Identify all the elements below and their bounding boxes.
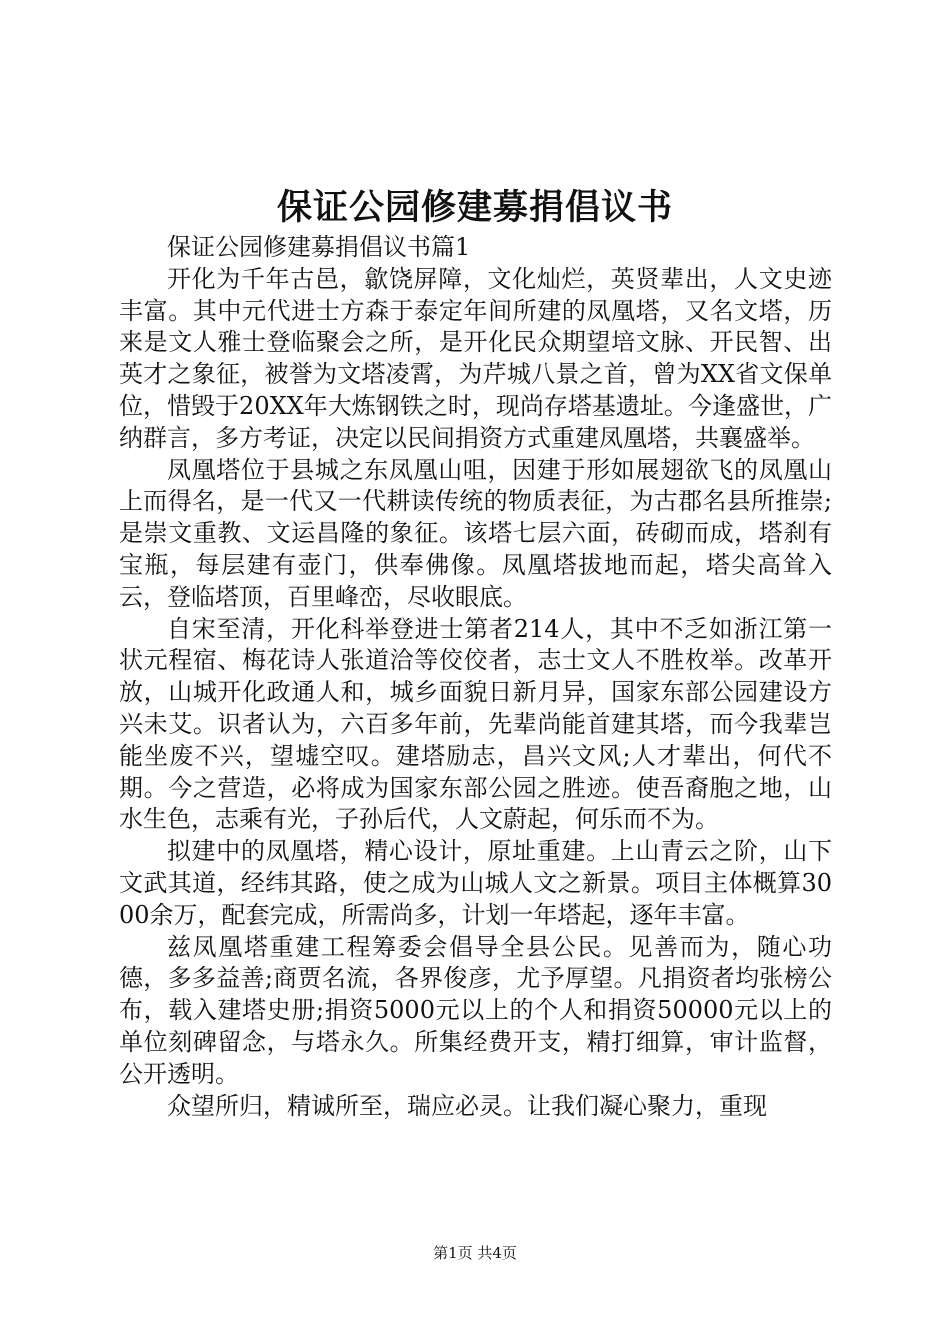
- paragraph-3: 自宋至清，开化科举登进士第者214人，其中不乏如浙江第一状元程宿、梅花诗人张道洽等佼佼者，志士文人不胜枚举。改革开放，山城开化政通人和，城乡面貌日新月异，国家东部公园建设方兴未艾。识者认为，六百多年前，先辈尚能首建其塔，而今我辈岂能坐废不兴，望墟空叹。建塔励志，昌兴文风;人才辈出，何代不期。今之营造，必将成为国家东部公园之胜迹。使吾裔胞之地，山水生色，志乘有光，子孙后代，人文蔚起，何乐而不为。: [119, 614, 832, 834]
- document-title: 保证公园修建募捐倡议书: [276, 187, 673, 228]
- paragraph-6: 众望所归，精诚所至，瑞应必灵。让我们凝心聚力，重现: [167, 1091, 767, 1120]
- document-body: [119, 232, 832, 1122]
- paragraph-2: 凤凰塔位于县城之东凤凰山咀，因建于形如展翅欲飞的凤凰山上而得名，是一代又一代耕读传统的物质表征，为古郡名县所推崇;是崇文重教、文运昌隆的象征。该塔七层六面，砖砌而成，塔刹有宝瓶，每层建有壶门，供奉佛像。凤凰塔拔地而起，塔尖高耸入云，登临塔顶，百里峰峦，尽收眼底。: [119, 455, 832, 611]
- paragraph-1: 开化为千年古邑，歙饶屏障，文化灿烂，英贤辈出，人文史迹丰富。其中元代进士方森于泰定年间所建的凤凰塔，又名文塔，历来是文人雅士登临聚会之所，是开化民众期望培文脉、开民智、出英才之象征，被誉为文塔凌霄，为芹城八景之首，曾为XX省文保单位，惜毁于20XX年大炼钢铁之时，现尚存塔基遗址。今逢盛世，广纳群言，多方考证，决定以民间捐资方式重建凤凰塔，共襄盛举。: [119, 264, 832, 452]
- document-subtitle: 保证公园修建募捐倡议书篇1: [167, 233, 471, 261]
- paragraph-4: 拟建中的凤凰塔，精心设计，原址重建。上山青云之阶，山下文武其道，经纬其路，使之成为山城人文之新景。项目主体概算3000余万，配套完成，所需尚多，计划一年塔起，逐年丰富。: [119, 837, 832, 929]
- page-footer: 第1页 共4页: [433, 1244, 517, 1262]
- paragraph-5: 兹凤凰塔重建工程筹委会倡导全县公民。见善而为，随心功德，多多益善;商贾名流，各界俊彦，尤予厚望。凡捐资者均张榜公布，载入建塔史册;捐资5000元以上的个人和捐资50000元以上的单位刻碑留念，与塔永久。所集经费开支，精打细算，审计监督，公开透明。: [119, 932, 832, 1088]
